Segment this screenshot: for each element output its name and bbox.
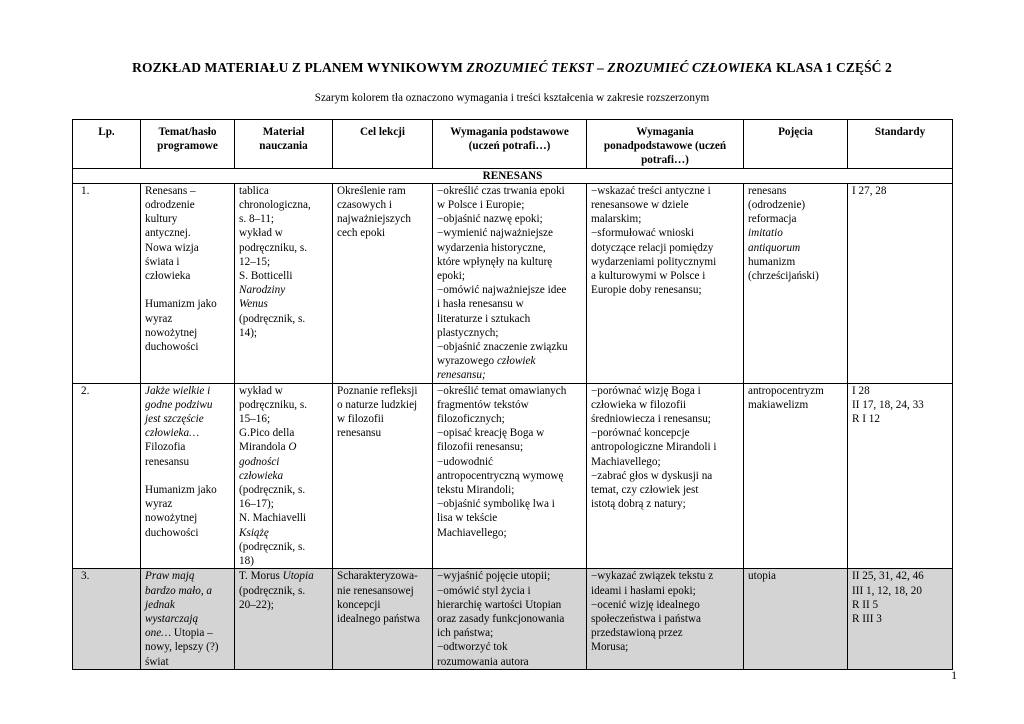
cell-line: godności — [239, 455, 280, 468]
cell-line: człowieka… — [145, 427, 200, 440]
cell-line: −określić czas trwania epoki — [437, 184, 565, 197]
cell-podst — [433, 383, 587, 569]
header-line: nauczania — [259, 140, 308, 153]
cell-line: epoki; — [437, 270, 465, 283]
cell-line: antropologiczne Mirandoli i — [591, 441, 717, 454]
cell-lp: 1. — [73, 183, 141, 383]
cell-podst — [433, 183, 587, 383]
cell-line: nie renesansowej — [337, 584, 414, 597]
header-line: potrafi…) — [641, 154, 689, 167]
cell-line: antropocentryczną wymowę — [437, 469, 564, 482]
cell-line: wykład w — [239, 227, 283, 240]
cell-temat — [141, 183, 235, 383]
italic-term: O — [288, 441, 297, 454]
cell-line: chronologiczna, — [239, 199, 311, 212]
cell-line: tablica — [239, 184, 269, 197]
cell-line: podręczniku, s. — [239, 398, 308, 411]
cell-line: nowożytnej — [145, 512, 198, 525]
cell-line: człowieka — [145, 270, 191, 283]
cell-line: ich państwa; — [437, 627, 494, 640]
title-part1: ROZKŁAD MATERIAŁU Z PLANEM WYNIKOWYM — [132, 60, 467, 75]
header-line: programowe — [157, 140, 218, 153]
cell-line: wyraz — [145, 498, 173, 511]
cell-line: −wymienić najważniejsze — [437, 227, 553, 240]
cell-line: świat — [145, 655, 169, 668]
section-row — [73, 168, 953, 183]
header-line: Pojęcia — [778, 126, 813, 138]
cell-line: −porównać koncepcje — [591, 427, 690, 440]
cell-line: nowy, lepszy (?) — [145, 641, 219, 654]
italic-term: człowiek — [496, 355, 536, 368]
cell-line: wydarzeniami politycznymi — [591, 255, 717, 268]
cell-line: Renesans – — [145, 184, 196, 197]
cell-line: Morusa; — [591, 641, 629, 654]
cell-line: renesansu — [337, 427, 382, 440]
cell-line: idealnego państwa — [337, 612, 420, 625]
cell-line: duchowości — [145, 526, 199, 539]
cell-line: 14); — [239, 326, 258, 339]
cell-line: wyrazowego człowiek — [437, 355, 536, 368]
cell-line: Nowa wizja — [145, 241, 199, 254]
header-line: Standardy — [874, 126, 926, 138]
cell-line: Mirandola O — [239, 441, 297, 454]
header-line: Cel lekcji — [359, 126, 406, 138]
cell-line: Machiavellego; — [437, 526, 507, 539]
header-podst — [433, 120, 587, 169]
cell-line: R II 5 — [852, 598, 879, 611]
cell-line: renesansu; — [437, 369, 486, 382]
cell-line: 20–22); — [239, 598, 274, 611]
cell-line: renesans — [748, 184, 787, 197]
cell-line: s. 8–11; — [239, 213, 275, 226]
cell-line: i hasła renesansu w — [437, 298, 524, 311]
cell-line: −opisać kreację Boga w — [437, 427, 545, 440]
cell-lp: 2. — [73, 383, 141, 569]
cell-line: podręczniku, s. — [239, 241, 308, 254]
header-cel — [333, 120, 433, 169]
cell-line: w filozofii — [337, 413, 384, 426]
cell-line: renesansowe w dziele — [591, 199, 689, 212]
cell-line: −wyjaśnić pojęcie utopii; — [437, 570, 551, 583]
cell-line: Jakże wielkie i — [145, 384, 211, 397]
cell-cel — [333, 383, 433, 569]
cell-line: jednak — [145, 598, 175, 611]
cell-line: wyraz — [145, 312, 173, 325]
cell-cel — [333, 569, 433, 669]
cell-pojecia — [744, 383, 848, 569]
cell-ponad — [587, 383, 744, 569]
cell-line: lisa w tekście — [437, 512, 498, 525]
cell-line: II 25, 31, 42, 46 — [852, 570, 924, 583]
cell-line: oraz zasady funkcjonowania — [437, 612, 565, 625]
cell-line: rozumowania autora — [437, 655, 529, 668]
cell-pojecia — [744, 183, 848, 383]
cell-line: (podręcznik, s. — [239, 484, 306, 497]
cell-lp: 3. — [73, 569, 141, 669]
cell-line: Praw mają — [145, 570, 195, 583]
cell-line: społeczeństwa i państwa — [591, 612, 701, 625]
cell-material — [235, 569, 333, 669]
cell-line: −określić temat omawianych — [437, 384, 567, 397]
cell-line: kultury — [145, 213, 178, 226]
cell-standardy — [848, 383, 953, 569]
cell-line: utopia — [748, 570, 776, 583]
cell-line: bardzo mało, a — [145, 584, 213, 597]
cell-line: Określenie ram — [337, 184, 406, 197]
cell-line: wykład w — [239, 384, 283, 397]
cell-line: Filozofia — [145, 441, 186, 454]
cell-line: III 1, 12, 18, 20 — [852, 584, 922, 597]
cell-line: I 28 — [852, 384, 870, 397]
cell-line: −objaśnić symbolikę lwa i — [437, 498, 555, 511]
cell-line: N. Machiavelli — [239, 512, 307, 525]
cell-line: humanizm — [748, 255, 796, 268]
cell-standardy — [848, 183, 953, 383]
cell-line: 18) — [239, 555, 254, 568]
cell-line: jest szczęście — [145, 413, 204, 426]
cell-line: −sformułować wnioski — [591, 227, 694, 240]
cell-line: −zabrać głos w dyskusji na — [591, 469, 713, 482]
header-line: Materiał — [262, 126, 305, 138]
cell-line: −objaśnić nazwę epoki; — [437, 213, 543, 226]
cell-line: −omówić styl życia i — [437, 584, 531, 597]
cell-podst — [433, 569, 587, 669]
cell-line: 15–16; — [239, 413, 271, 426]
header-material — [235, 120, 333, 169]
cell-line: odrodzenie — [145, 199, 195, 212]
plan-table — [72, 119, 953, 670]
cell-line: o naturze ludzkiej — [337, 398, 418, 411]
cell-line: ideami i hasłami epoki; — [591, 584, 696, 597]
cell-line: średniowiecza i renesansu; — [591, 413, 711, 426]
cell-line: filozoficznych; — [437, 413, 505, 426]
cell-line: temat, czy człowiek jest — [591, 484, 699, 497]
cell-line: (odrodzenie) — [748, 199, 806, 212]
cell-line: −udowodnić — [437, 455, 494, 468]
header-line: Wymagania — [636, 126, 694, 138]
cell-line: makiawelizm — [748, 398, 809, 411]
header-standardy — [848, 120, 953, 169]
cell-line: wystarczają — [145, 612, 199, 625]
cell-line: przedstawioną przez — [591, 627, 683, 640]
page-subtitle: Szarym kolorem tła oznaczono wymagania i treści kształcenia w zakresie rozszerzonym — [314, 92, 710, 104]
cell-line: świata i — [145, 255, 180, 268]
cell-line: cech epoki — [337, 227, 386, 240]
cell-line: plastycznych; — [437, 326, 499, 339]
cell-line: one… Utopia – — [145, 627, 213, 640]
cell-line: godne podziwu — [145, 398, 213, 411]
cell-line: (podręcznik, s. — [239, 584, 306, 597]
header-line: ponadpodstawowe (uczeń — [603, 140, 727, 153]
cell-line: najważniejszych — [337, 213, 411, 226]
table-row — [73, 183, 953, 383]
cell-temat — [141, 383, 235, 569]
cell-line: reformacja — [748, 213, 797, 226]
cell-line: antycznej. — [145, 227, 191, 240]
cell-line: malarskim; — [591, 213, 642, 226]
cell-line: Wenus — [239, 298, 268, 311]
cell-line: G.Pico della — [239, 427, 295, 440]
italic-term: Utopia — [282, 570, 314, 583]
section-title: RENESANS — [73, 168, 953, 183]
cell-line: filozofii renesansu; — [437, 441, 524, 454]
title-italic: ZROZUMIEĆ TEKST – ZROZUMIEĆ CZŁOWIEKA — [466, 60, 773, 75]
cell-line: −ocenić wizję idealnego — [591, 598, 700, 611]
cell-line: 16–17); — [239, 498, 274, 511]
page-title — [0, 60, 1024, 76]
header-line: Temat/hasło — [158, 126, 217, 138]
cell-line: R I 12 — [852, 413, 880, 426]
cell-line: S. Botticelli — [239, 270, 293, 283]
cell-line: nowożytnej — [145, 326, 198, 339]
cell-material — [235, 383, 333, 569]
header-lp — [73, 120, 141, 169]
cell-line: antropocentryzm — [748, 384, 824, 397]
cell-line: które wpłynęły na kulturę — [437, 255, 553, 268]
cell-line: fragmentów tekstów — [437, 398, 529, 411]
cell-line: wydarzenia historyczne, — [437, 241, 546, 254]
header-line: Lp. — [98, 126, 115, 138]
cell-line: istotą dobrą z natury; — [591, 498, 686, 511]
cell-line: człowieka w filozofii — [591, 398, 687, 411]
cell-line: −omówić najważniejsze idee — [437, 284, 567, 297]
cell-line: −objaśnić znaczenie związku — [437, 341, 568, 354]
cell-line: Książę — [239, 526, 269, 539]
table-header-row — [73, 120, 953, 169]
cell-pojecia — [744, 569, 848, 669]
cell-line: dotyczące relacji pomiędzy — [591, 241, 714, 254]
cell-line: Narodziny — [239, 284, 286, 297]
header-pojecia — [744, 120, 848, 169]
cell-line: czasowych i — [337, 199, 392, 212]
cell-line: −porównać wizję Boga i — [591, 384, 701, 397]
cell-line: Humanizm jako — [145, 298, 217, 311]
cell-line: człowieka — [239, 469, 284, 482]
table-row — [73, 383, 953, 569]
cell-line: Poznanie refleksji — [337, 384, 418, 397]
cell-material — [235, 183, 333, 383]
cell-line: (podręcznik, s. — [239, 312, 306, 325]
blank-line — [145, 283, 230, 297]
cell-cel — [333, 183, 433, 383]
header-ponad — [587, 120, 744, 169]
cell-line: −wskazać treści antyczne i — [591, 184, 711, 197]
cell-line: (chrześcijański) — [748, 270, 819, 283]
title-part2: KLASA 1 CZĘŚĆ 2 — [772, 60, 892, 75]
cell-line: w Polsce i Europie; — [437, 199, 525, 212]
cell-line: renesansu — [145, 455, 190, 468]
page-number: 1 — [951, 670, 957, 682]
cell-line: literaturze i sztukach — [437, 312, 531, 325]
cell-line: II 17, 18, 24, 33 — [852, 398, 924, 411]
cell-line: −wykazać związek tekstu z — [591, 570, 714, 583]
cell-line: hierarchię wartości Utopian — [437, 598, 562, 611]
cell-line: T. Morus Utopia — [239, 570, 314, 583]
cell-ponad — [587, 183, 744, 383]
cell-line: I 27, 28 — [852, 184, 887, 197]
cell-line: 12–15; — [239, 255, 271, 268]
header-line: (uczeń potrafi…) — [468, 140, 551, 153]
cell-line: Machiavellego; — [591, 455, 661, 468]
cell-standardy — [848, 569, 953, 669]
cell-line: Scharakteryzowa- — [337, 570, 418, 583]
cell-line: Humanizm jako — [145, 484, 217, 497]
cell-line: duchowości — [145, 341, 199, 354]
table-row — [73, 569, 953, 669]
cell-line: R III 3 — [852, 612, 882, 625]
cell-line: antiquorum — [748, 241, 801, 254]
blank-line — [145, 469, 230, 483]
utopia-label: Utopia – — [171, 627, 213, 640]
cell-line: a kulturowymi w Polsce i — [591, 270, 706, 283]
cell-ponad — [587, 569, 744, 669]
cell-temat — [141, 569, 235, 669]
cell-line: −odtworzyć tok — [437, 641, 508, 654]
header-line: Wymagania podstawowe — [450, 126, 569, 138]
cell-line: Europie doby renesansu; — [591, 284, 702, 297]
header-temat — [141, 120, 235, 169]
cell-line: imitatio — [748, 227, 783, 240]
cell-line: tekstu Mirandoli; — [437, 484, 515, 497]
cell-line: (podręcznik, s. — [239, 540, 306, 553]
cell-line: koncepcji — [337, 598, 381, 611]
